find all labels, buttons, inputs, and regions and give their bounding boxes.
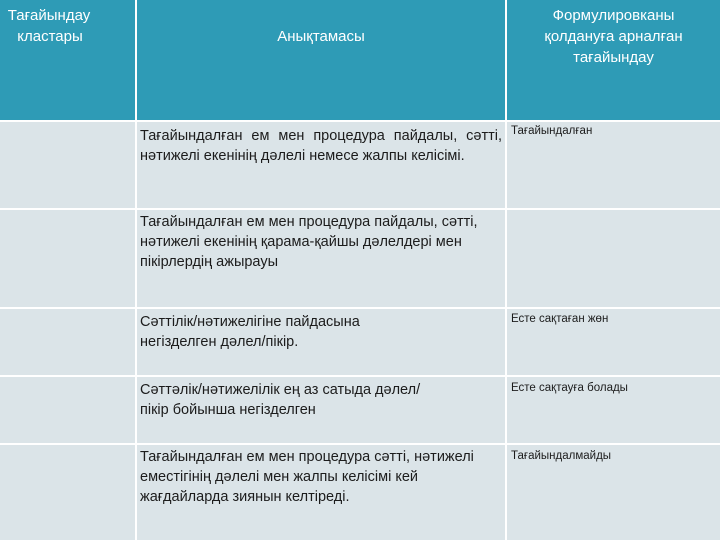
row3-recommendation: Есте сақтаған жөн xyxy=(511,313,609,325)
row5-definition-cell xyxy=(137,445,505,540)
header-recommendation-cell xyxy=(507,0,720,120)
header-class-cell xyxy=(0,0,135,120)
row3-recommendation-cell xyxy=(507,309,720,375)
row2-definition: Тағайындалған ем мен процедура пайдалы, сәтті, нәтижелі екенінің қарама-қайшы дәлелдері мен пікірлердің ажырауы xyxy=(140,214,478,270)
row5-recommendation-cell xyxy=(507,445,720,540)
row2-definition-cell xyxy=(137,210,505,307)
header-definition-label: Анықтамасы xyxy=(277,28,365,45)
row5-recommendation: Тағайындалмайды xyxy=(511,450,612,462)
header-class-line1: Тағайындау xyxy=(7,7,91,24)
row2-class-cell xyxy=(0,210,135,307)
row3-class-cell xyxy=(0,309,135,375)
row4-definition-cell xyxy=(137,377,505,443)
header-recommendation-line3: тағайындау xyxy=(573,49,654,66)
row5-definition: Тағайындалған ем мен процедура сәтті, нәтижелі еместігінің дәлелі мен жалпы келісімі кей жағдайларда зиянын келтіреді. xyxy=(140,449,474,505)
row1-recommendation-cell xyxy=(507,122,720,208)
row1-definition-cell xyxy=(137,122,505,208)
row5-class-cell xyxy=(0,445,135,540)
row1-definition: Тағайындалған ем мен процедура пайдалы, сәтті, нәтижелі екенінің дәлелі немесе жалпы келісімі. xyxy=(140,128,502,164)
header-recommendation-line1: Формулировканы xyxy=(552,7,675,24)
row4-recommendation-cell xyxy=(507,377,720,443)
header-class-line2: кластары xyxy=(17,28,83,45)
row4-recommendation: Есте сақтауға болады xyxy=(511,382,628,394)
header-definition-cell xyxy=(137,0,505,120)
row3-definition: Сәттілік/нәтижелігіне пайдасына негізделген дәлел/пікір. xyxy=(140,314,360,350)
row1-recommendation: Тағайындалған xyxy=(511,125,593,137)
row2-recommendation-cell xyxy=(507,210,720,307)
row1-class-cell xyxy=(0,122,135,208)
row4-class-cell xyxy=(0,377,135,443)
row4-definition: Сәттәлік/нәтижелілік ең аз сатыда дәлел/пікір бойынша негізделген xyxy=(140,382,421,418)
header-recommendation-label xyxy=(507,5,720,68)
header-recommendation-line2: қолдануға арналған xyxy=(544,28,683,45)
header-class-label xyxy=(0,5,118,47)
row3-definition-cell xyxy=(137,309,505,375)
